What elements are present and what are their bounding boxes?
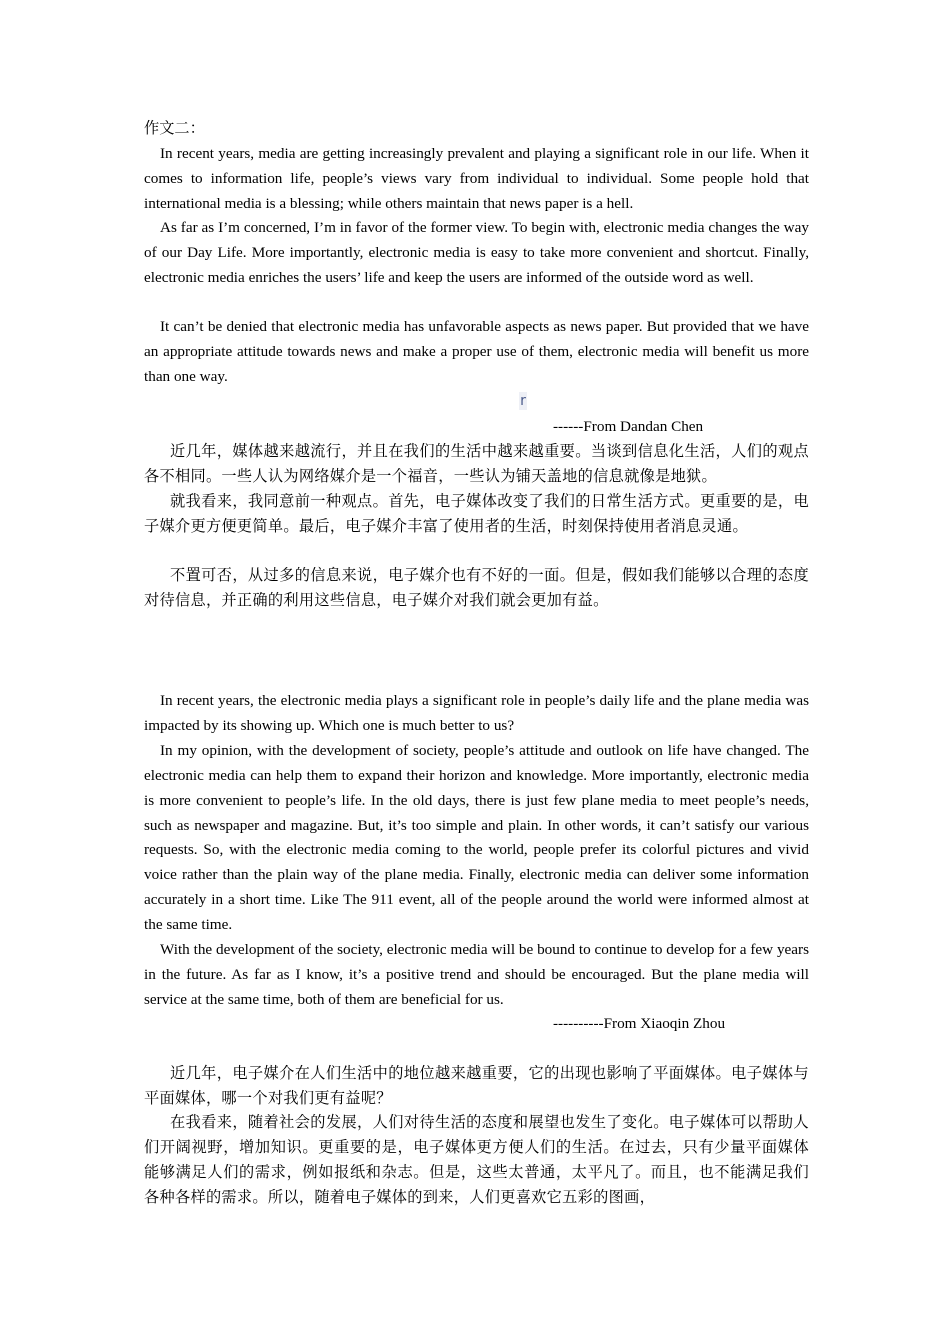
essay3-en-paragraph-3: With the development of the society, electronic media will be bound to continue to develop for a few years in the future. As far as I know, it’s a positive trend and should be encouraged. But the plane media will service at the same time, both of them are beneficial for us. [144,941,809,1008]
essay2-signature: ------From Dandan Chen [553,418,704,435]
essay2-zh-paragraph-1: 近几年，媒体越来越流行，并且在我们的生活中越来越重要。当谈到信息化生活，人们的观点各不相同。一些人认为网络媒介是一个福音，一些认为铺天盖地的信息就像是地狱。 [144,443,809,485]
essay2-en-paragraph-2: As far as I’m concerned, I’m in favor of the former view. To begin with, electronic media changes the way of our Day Life. More importantly, electronic media is easy to take more convenient and shortcut. Finally, electronic media enriches the users’ life and keep the users are informed of the outside word as well. [144,219,809,286]
essay-heading: 作文二： [144,120,205,137]
essay3-en-paragraph-1: In recent years, the electronic media plays a significant role in people’s daily life and the plane media was impacted by its showing up. Which one is much better to us? [144,692,809,734]
essay3-zh-paragraph-2: 在我看来，随着社会的发展，人们对待生活的态度和展望也发生了变化。电子媒体可以帮助人们开阔视野，增加知识。更重要的是，电子媒体更方便人们的生活。在过去，只有少量平面媒体能够满足人们的需求，例如报纸和杂志。但是，这些太普通，太平凡了。而且，也不能满足我们各种各样的需求。所以，随着电子媒体的到来，人们更喜欢它五彩的图画， [144,1114,809,1206]
essay2-zh-paragraph-2: 就我看来，我同意前一种观点。首先，电子媒体改变了我们的日常生活方式。更重要的是，电子媒介更方便更简单。最后，电子媒介丰富了使用者的生活，时刻保持使用者消息灵通。 [144,493,809,535]
essay3-en-paragraph-2: In my opinion, with the development of society, people’s attitude and outlook on life have changed. The electronic media can help them to expand their horizon and knowledge. More importantly, electronic media is more convenient to people’s life. In the old days, there is just few plane media to meet people’s needs, such as newspaper and magazine. But, it’s too simple and plain. In other words, it can’t satisfy our various requests. So, with the electronic media coming to the world, people prefer its colorful pictures and vivid voice rather than the plain way of the plane media. Finally, electronic media can deliver some information accurately in a short time. Like The 911 event, all of the people around the world were informed almost at the same time. [144,742,809,933]
essay3-signature: ----------From Xiaoqin Zhou [553,1015,726,1032]
essay2-en-paragraph-1: In recent years, media are getting increasingly prevalent and playing a significant role in our life. When it comes to information life, people’s views vary from individual to individual. Some people hold that international media is a blessing; while others maintain that news paper is a hell. [144,145,809,212]
text-cursor-mark: r [520,393,526,409]
essay2-en-paragraph-3: It can’t be denied that electronic media has unfavorable aspects as news paper. But provided that we have an appropriate attitude towards news and make a proper use of them, electronic media will benefit us more than one way. [144,318,809,385]
essay2-zh-paragraph-3: 不置可否，从过多的信息来说，电子媒介也有不好的一面。但是，假如我们能够以合理的态度对待信息，并正确的利用这些信息，电子媒介对我们就会更加有益。 [144,567,809,609]
essay3-zh-paragraph-1: 近几年，电子媒介在人们生活中的地位越来越重要，它的出现也影响了平面媒体。电子媒体与平面媒体，哪一个对我们更有益呢？ [144,1065,809,1107]
